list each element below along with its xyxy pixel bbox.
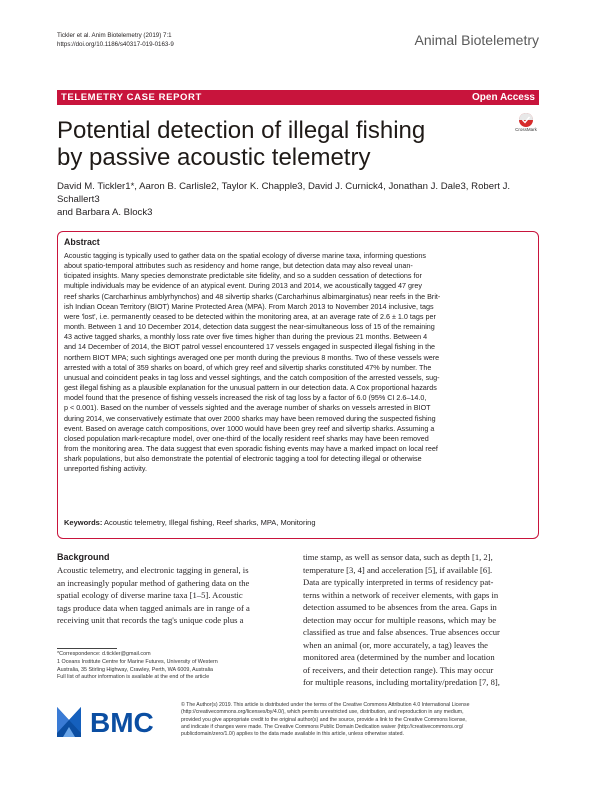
abstract-line: gest illegal fishing as a plausible explanation for the unusual pattern in our detection data. A Cox proportional hazards: [64, 383, 437, 393]
background-heading: Background: [57, 552, 110, 562]
abstract-line: model found that the presence of fishing vessels increased the risk of tag loss by a factor of 6.0 (95% CI 2.6–14.0,: [64, 393, 427, 403]
bmc-wordmark: BMC: [90, 707, 154, 737]
title-line-1: Potential detection of illegal fishing: [57, 117, 426, 144]
abstract-line: unusual and coincident peaks in tag loss and vessel sightings, and the catch composition of the arrested vessels, sug-: [64, 372, 440, 382]
abstract-line: during 2014, we conservatively estimate that over 2000 sharks may have been removed during the suspected fishing: [64, 413, 436, 423]
correspondence-line: Full list of author information is available at the end of the article: [57, 674, 210, 681]
body-line: detection may occur for multiple reasons, which may be: [303, 614, 497, 625]
body-line: terns within a network of receiver elements, with gaps in: [303, 589, 499, 600]
body-line: detection assumed to be absences from the area. Gaps in: [303, 602, 497, 612]
abstract-line: shark populations, but also demonstrate the potential of electronic tagging a tool for detecting illegal or otherwise: [64, 454, 422, 464]
authors-line-1: David M. Tickler1*, Aaron B. Carlisle2, Taylor K. Chapple3, David J. Curnick4, Jonathan J. Dale3, Robert J. Schallert3: [57, 181, 511, 205]
body-line: Acoustic telemetry, and electronic tagging in general, is: [57, 565, 249, 575]
abstract-line: unreported fishing activity.: [64, 464, 147, 474]
keywords-list: Acoustic telemetry, Illegal fishing, Reef sharks, MPA, Monitoring: [104, 518, 316, 527]
correspondence-line: Australia, 35 Stirling Highway, Crawley, Perth, WA 6009, Australia: [57, 666, 213, 673]
license-line: provided you give appropriate credit to the original author(s) and the source, provide a link to the Creative Commons license,: [181, 716, 467, 723]
journal-name: Animal Biotelemetry: [414, 32, 539, 48]
citation-line: Tickler et al. Anim Biotelemetry (2019) 7:1: [57, 32, 172, 39]
article-type-banner: [57, 90, 539, 105]
abstract-line: from the monitoring area. The data suggest that even sporadic fishing events may have a marked impact on local reef: [64, 443, 438, 453]
correspondence-line: *Correspondence: d.tickler@gmail.com: [57, 651, 151, 657]
abstract-line: Acoustic tagging is typically used to gather data on the spatial ecology of diverse marine taxa, informing questions: [64, 251, 426, 260]
abstract-line: ish Indian Ocean Territory (BIOT) Marine Protected Area (MPA). From March 2013 to November 2014 inclusive, tags: [64, 301, 434, 311]
bmc-logo: [57, 703, 169, 737]
body-line: spatial ecology of diverse marine taxa [1–5]. Acoustic: [57, 590, 243, 600]
open-access-badge: Open Access: [472, 92, 535, 103]
footnote-divider: [57, 648, 117, 649]
body-line: classified as true and false absences. True absences occur: [303, 627, 500, 637]
body-line: receiving unit that records the tag's unique code plus a: [57, 615, 244, 625]
abstract-line: reef sharks (Carcharhinus amblyrhynchos) and 48 silvertip sharks (Carcharhinus albimarginatus) near reefs in the Brit-: [64, 291, 441, 301]
crossmark-label: CrossMark: [515, 127, 537, 132]
article-title: [57, 117, 497, 171]
title-line-2: by passive acoustic telemetry: [57, 144, 371, 171]
license-line: (http://creativecommons.org/licenses/by/4.0/), which permits unrestricted use, distribution, and reproduction in any medium,: [181, 709, 464, 716]
correspondence-note: [57, 651, 289, 682]
authors-line-2: and Barbara A. Block3: [57, 207, 153, 218]
body-line: an increasingly popular method of gathering data on the: [57, 577, 250, 588]
keywords: [64, 518, 316, 527]
abstract-line: month. Between 1 and 10 December 2014, detection data suggest the near-simultaneous loss of 15 of the remaining: [64, 322, 435, 332]
keywords-label: Keywords:: [64, 518, 103, 527]
crossmark-icon: [512, 112, 540, 128]
abstract-text: [64, 251, 532, 474]
body-line: monitored area (determined by the number and location: [303, 652, 495, 662]
abstract-line: event. Based on average catch compositions, over 1000 would have been grey reef and silvertip sharks. Assuming a: [64, 423, 435, 433]
abstract-line: multiple individuals may be evidence of an atypical event. During 2013 and 2014, we acoustically tagged 47 grey: [64, 281, 422, 291]
abstract-line: ticipated insights. Many species demonstrate predictable site fidelity, and so a sudden cessation of detections for: [64, 271, 422, 281]
abstract-line: closed population mark-recapture model, over one-third of the locally resident reef sharks may have been removed: [64, 433, 429, 443]
license-line: publicdomain/zero/1.0/) applies to the data made available in this article, unless otherwise stated.: [181, 731, 404, 738]
abstract-line: arrested with a total of 359 sharks on board, of which grey reef and silvertip sharks constituted 47% by number. The: [64, 362, 432, 372]
body-left-column: [57, 564, 289, 627]
correspondence-line: 1 Oceans Institute Centre for Marine Futures, University of Western: [57, 658, 218, 665]
body-line: when an animal (or, more accurately, a tag) leaves the: [303, 639, 488, 650]
license-text: [181, 702, 541, 738]
abstract-line: were 'lost', i.e. permanently ceased to be detected within the monitoring area, at an average rate of 2.6 ± 1.0 tags per: [64, 311, 436, 321]
abstract-line: and 14 December of 2014, the BIOT patrol vessel encountered 17 vessels engaged in suspected illegal fishing in the: [64, 342, 436, 352]
author-list: [57, 180, 547, 219]
body-line: temperature [3, 4] and acceleration [5], if available [6].: [303, 564, 493, 575]
body-line: tags produce data when tagged animals are in range of a: [57, 602, 250, 613]
abstract-line: about spatio-temporal attributes such as residency and home range, but detection data may also reveal unan-: [64, 261, 413, 271]
body-line: of receivers, and their detection range). This may occur: [303, 664, 494, 675]
license-line: © The Author(s) 2019. This article is distributed under the terms of the Creative Commons Attribution 4.0 International License: [181, 702, 470, 708]
body-line: Data are typically interpreted in terms of residency pat-: [303, 577, 494, 587]
article-type: TELEMETRY CASE REPORT: [61, 92, 202, 103]
doi-link[interactable]: https://doi.org/10.1186/s40317-019-0163-9: [57, 41, 174, 48]
bmc-logo-icon: [57, 703, 169, 737]
abstract-line: 43 active tagged sharks, a monthly loss rate over five times higher than during the previous 21 months. Between 4: [64, 332, 428, 342]
crossmark-button[interactable]: [512, 112, 540, 136]
body-right-column: [303, 551, 539, 689]
body-line: for multiple reasons, including mortality/predation [7, 8],: [303, 677, 500, 687]
abstract-line: p < 0.001). Based on the number of vessels sighted and the average number of sharks on vessels arrested in BIOT: [64, 403, 431, 413]
abstract-line: northern BIOT MPA; such sightings averaged one per month during the previous 8 months. Two of these vessels were: [64, 352, 440, 362]
body-line: time stamp, as well as sensor data, such as depth [1, 2],: [303, 552, 493, 562]
license-line: and indicate if changes were made. The Creative Commons Public Domain Dedication waiver (http://creativecommons.org/: [181, 723, 464, 730]
abstract-heading: Abstract: [64, 237, 100, 247]
